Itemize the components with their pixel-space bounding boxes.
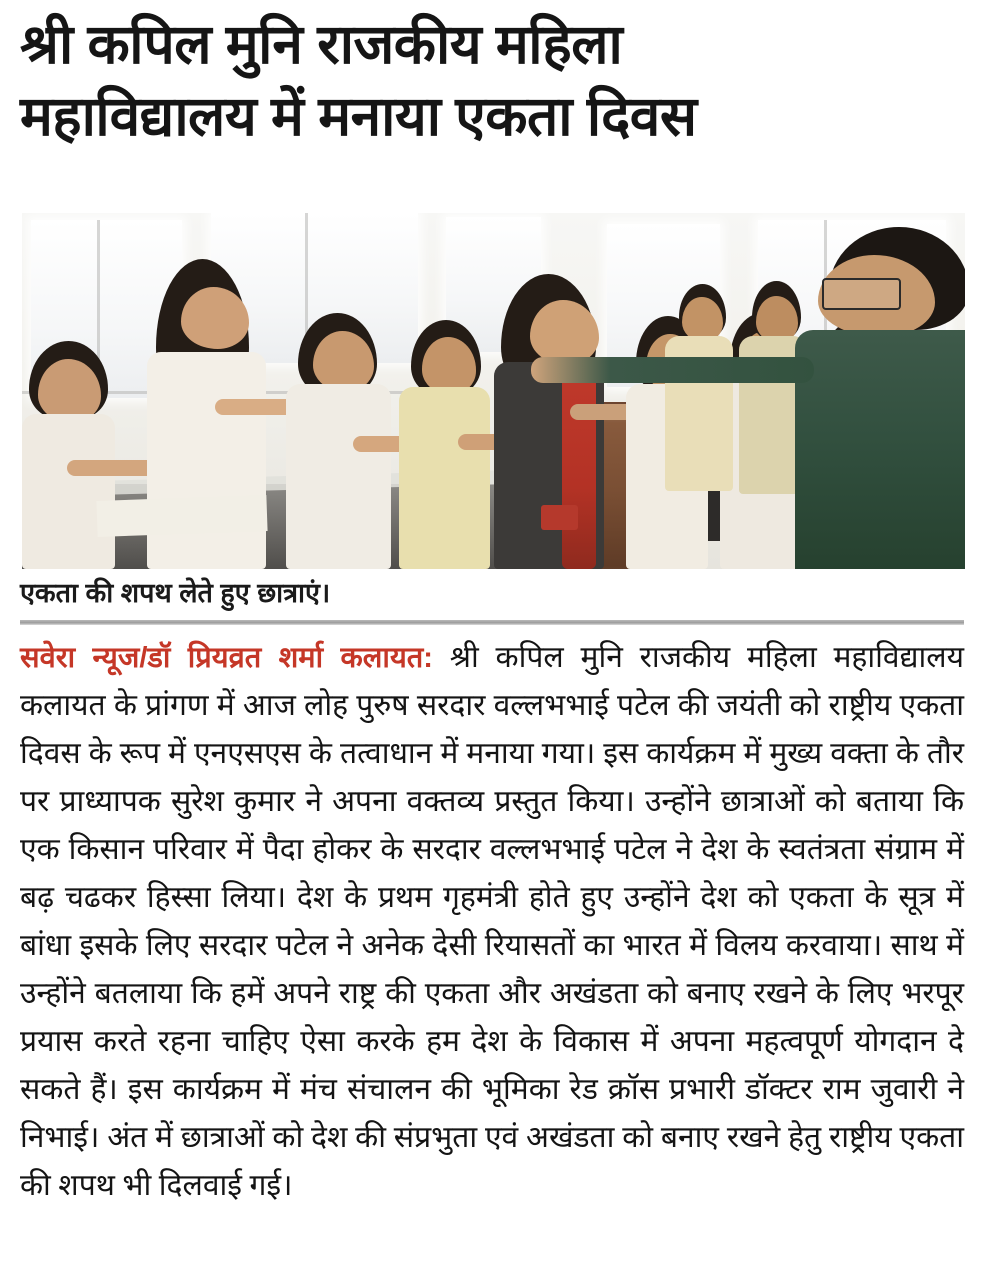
- background-man-1: [663, 284, 748, 490]
- article-text: [20, 634, 964, 1210]
- student-3-torso: [286, 384, 391, 569]
- oath-leader-green-shirt: [795, 330, 965, 569]
- photo-scene: [22, 213, 965, 569]
- desk-papers: [97, 495, 268, 536]
- student-1-torso: [22, 414, 115, 569]
- red-object: [541, 505, 579, 530]
- article-photo: [22, 213, 965, 569]
- photo-caption: एकता की शपथ लेते हुए छात्राएं।: [20, 578, 331, 608]
- oath-leader-outstretched-arm: [531, 357, 814, 383]
- divider-rule: [20, 620, 964, 625]
- article-body: श्री कपिल मुनि राजकीय महिला महाविद्यालय कलायत के प्रांगण में आज लोह पुरुष सरदार वल्लभभाई पटेल की जयंती को राष्ट्रीय एकता दिवस के रूप में एनएसएस के तत्वाधान में मनाया गया। इस कार्यक्रम में मुख्य वक्ता के तौर पर प्राध्यापक सुरेश कुमार ने अपना वक्तव्य प्रस्तुत किया। उन्होंने छात्राओं को बताया कि एक किसान परिवार में पैदा होकर के सरदार वल्लभभाई पटेल ने देश के स्वतंत्रता संग्राम में बढ़ चढकर हिस्सा लिया। देश के प्रथम गृहमंत्री होते हुए उन्होंने देश को एकता के सूत्र में बांधा इसके लिए सरदार पटेल ने अनेक देसी रियासतों का भारत में विलय करवाया। साथ में उन्होंने बतलाया कि हमें अपने राष्ट्र की एकता और अखंडता को बनाए रखने के लिए भरपूर प्रयास करते रहना चाहिए ऐसा करके हम देश के विकास में अपना महत्वपूर्ण योगदान दे सकते हैं। इस कार्यक्रम में मंच संचालन की भूमिका रेड क्रॉस प्रभारी डॉक्टर राम जुवारी ने निभाई। अंत में छात्राओं को देश की संप्रभुता एवं अखंडता को बनाए रखने हेतु राष्ट्रीय एकता की शपथ भी दिलवाई गई।: [20, 641, 964, 1202]
- student-2-torso: [147, 352, 266, 569]
- headline-line-2: महाविद्यालय में मनाया एकता दिवस: [20, 85, 697, 147]
- student-foreground-red-scarf: [562, 368, 596, 569]
- headline-line-1: श्री कपिल मुनि राजकीय महिला: [20, 13, 623, 75]
- article-paragraph: [20, 634, 964, 1210]
- student-3: [286, 313, 409, 569]
- oath-leader-man: [795, 227, 965, 569]
- oath-leader-glasses: [822, 278, 901, 309]
- student-4-torso: [399, 387, 490, 569]
- headline: [20, 8, 960, 152]
- article-byline: सवेरा न्यूज/डॉ प्रियव्रत शर्मा कलायत:: [20, 642, 433, 674]
